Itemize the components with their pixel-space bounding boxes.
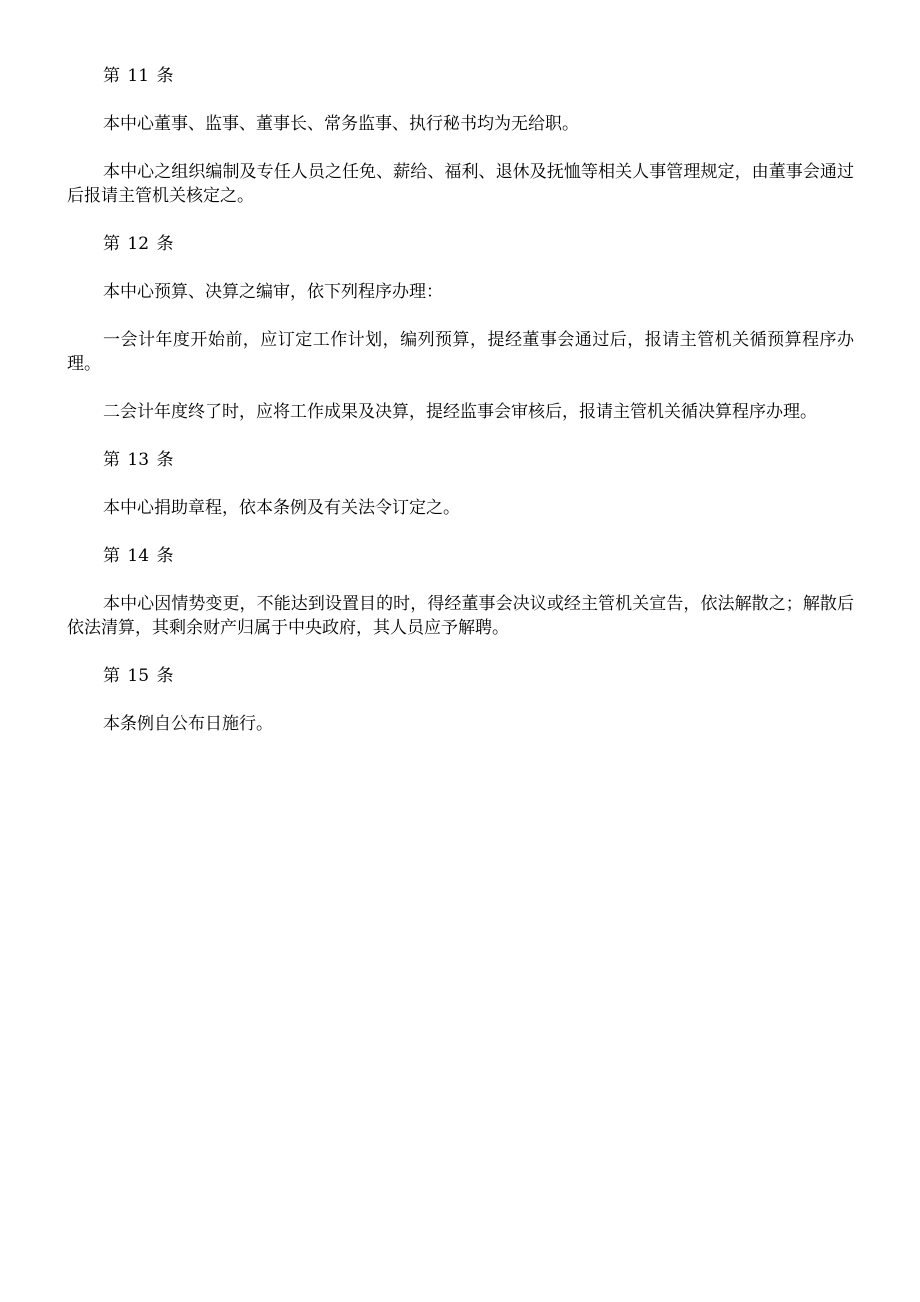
paragraph: 本中心之组织编制及专任人员之任免、薪给、福利、退休及抚恤等相关人事管理规定，由董事会通过后报请主管机关核定之。: [67, 162, 854, 206]
paragraph: 本中心捐助章程，依本条例及有关法令订定之。: [103, 498, 460, 518]
paragraph: 本中心董事、监事、董事长、常务监事、执行秘书均为无给职。: [103, 114, 579, 134]
article-heading-13: 第 13 条: [103, 450, 174, 470]
article-heading-14: 第 14 条: [103, 546, 174, 566]
paragraph: 二会计年度终了时，应将工作成果及决算，提经监事会审核后，报请主管机关循决算程序办理。: [103, 402, 817, 422]
paragraph: 本中心预算、决算之编审，依下列程序办理：: [103, 282, 443, 302]
article-heading-15: 第 15 条: [103, 666, 174, 686]
article-heading-11: 第 11 条: [103, 66, 174, 86]
article-heading-12: 第 12 条: [103, 234, 174, 254]
paragraph: 本条例自公布日施行。: [103, 714, 273, 734]
paragraph: 一会计年度开始前，应订定工作计划，编列预算，提经董事会通过后，报请主管机关循预算程序办理。: [67, 330, 854, 374]
paragraph: 本中心因情势变更，不能达到设置目的时，得经董事会决议或经主管机关宣告，依法解散之；解散后依法清算，其剩余财产归属于中央政府，其人员应予解聘。: [67, 594, 854, 638]
